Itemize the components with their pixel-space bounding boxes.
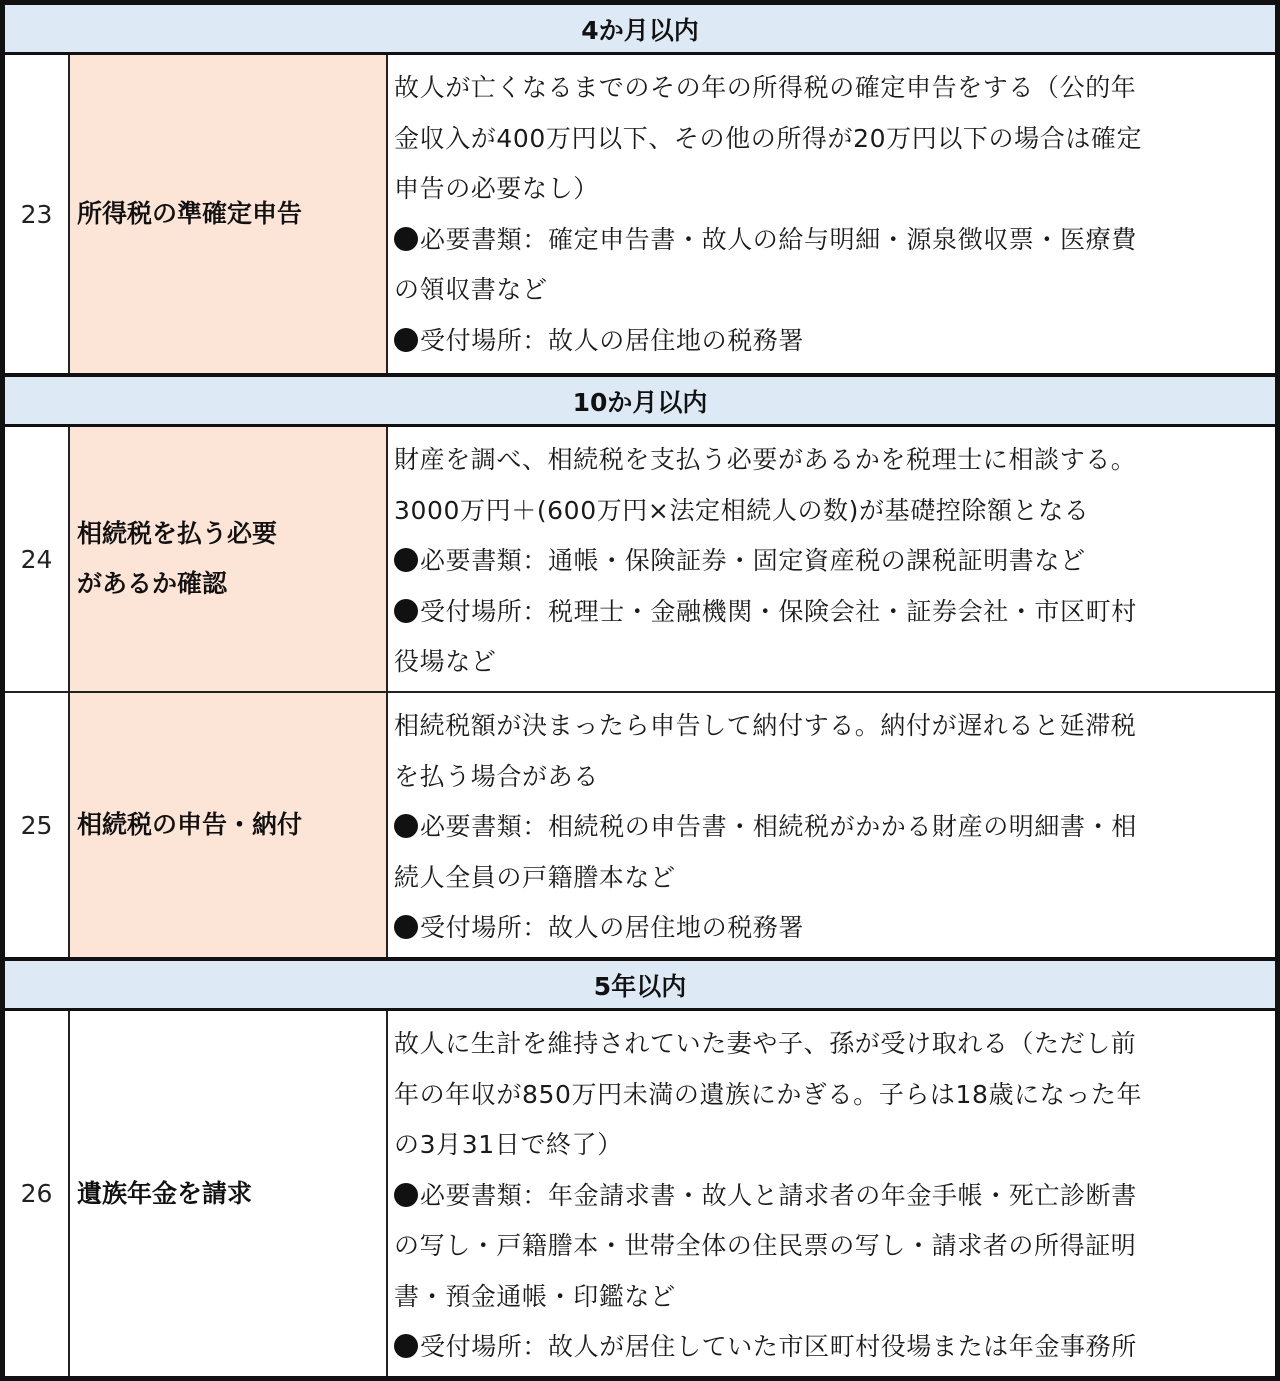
row-number: 26 — [5, 1011, 70, 1376]
description-line: の3月31日で終了） — [394, 1130, 623, 1159]
row-title — [70, 55, 388, 373]
bullet-icon — [394, 548, 418, 572]
bullet-icon — [394, 1334, 418, 1358]
table-row-26 — [5, 1011, 1275, 1376]
required-docs: 必要書類：確定申告書・故人の給与明細・源泉徴収票・医療費 — [394, 215, 1271, 266]
description-line: 年の年収が850万円未満の遺族にかぎる。子らは18歳になった年 — [394, 1079, 1143, 1109]
row-description — [388, 55, 1275, 373]
office: 受付場所：故人の居住地の税務署 — [394, 903, 1271, 954]
row-description — [388, 427, 1275, 691]
table-row-25 — [5, 693, 1275, 957]
bullet-icon — [394, 328, 418, 352]
description-line: 財産を調べ、相続税を支払う必要があるかを税理士に相談する。 — [394, 445, 1137, 474]
description-line: 故人が亡くなるまでのその年の所得税の確定申告をする（公的年 — [394, 73, 1137, 102]
row-number: 23 — [5, 55, 70, 373]
section-header-label: 10か月以内 — [572, 387, 708, 417]
bullet-icon — [394, 227, 418, 251]
row-title-text: 遺族年金を請求 — [77, 1178, 253, 1208]
row-number: 24 — [5, 427, 70, 691]
section-header-10-months — [5, 373, 1275, 427]
description-line: 申告の必要なし） — [394, 174, 599, 203]
required-docs-cont: 書・預金通帳・印鑑など — [394, 1281, 676, 1311]
row-title-text: 相続税を払う必要 — [77, 519, 278, 548]
row-title — [70, 693, 388, 957]
row-description — [388, 1011, 1275, 1376]
section-header-label: 5年以内 — [593, 971, 687, 1001]
required-docs-cont: 続人全員の戸籍謄本など — [394, 862, 676, 892]
row-title — [70, 427, 388, 691]
section-header-4-months — [5, 5, 1275, 55]
section-header-label: 4か月以内 — [581, 15, 699, 45]
table-row-24 — [5, 427, 1275, 693]
section-header-5-years — [5, 957, 1275, 1011]
bullet-icon — [394, 814, 418, 838]
required-docs-cont: の写し・戸籍謄本・世帯全体の住民票の写し・請求者の所得証明 — [394, 1231, 1137, 1260]
description-line: を払う場合がある — [394, 761, 599, 791]
row-description — [388, 693, 1275, 957]
row-title-text: 相続税の申告・納付 — [77, 810, 303, 839]
office: 受付場所：税理士・金融機関・保険会社・証券会社・市区町村 — [394, 587, 1271, 638]
required-docs: 必要書類：年金請求書・故人と請求者の年金手帳・死亡診断書 — [394, 1171, 1271, 1222]
row-title-text: 所得税の準確定申告 — [77, 199, 303, 228]
required-docs: 必要書類：通帳・保険証券・固定資産税の課税証明書など — [394, 536, 1271, 587]
row-title-text: があるか確認 — [77, 569, 228, 598]
description-line: 金収入が400万円以下、その他の所得が20万円以下の場合は確定 — [394, 123, 1143, 153]
description-line: 相続税額が決まったら申告して納付する。納付が遅れると延滞税 — [394, 711, 1137, 740]
office: 受付場所：故人が居住していた市区町村役場または年金事務所 — [394, 1322, 1271, 1373]
bullet-icon — [394, 599, 418, 623]
office: 受付場所：故人の居住地の税務署 — [394, 316, 1271, 367]
required-docs: 必要書類：相続税の申告書・相続税がかかる財産の明細書・相 — [394, 802, 1271, 853]
description-line: 故人に生計を維持されていた妻や子、孫が受け取れる（ただし前 — [394, 1029, 1137, 1058]
bullet-icon — [394, 1183, 418, 1207]
office-cont: 役場など — [394, 647, 497, 676]
row-number: 25 — [5, 693, 70, 957]
bullet-icon — [394, 915, 418, 939]
row-title — [70, 1011, 388, 1376]
table-row-23 — [5, 55, 1275, 373]
description-line: 3000万円＋(600万円×法定相続人の数)が基礎控除額となる — [394, 495, 1090, 525]
required-docs-cont: の領収書など — [394, 275, 548, 304]
